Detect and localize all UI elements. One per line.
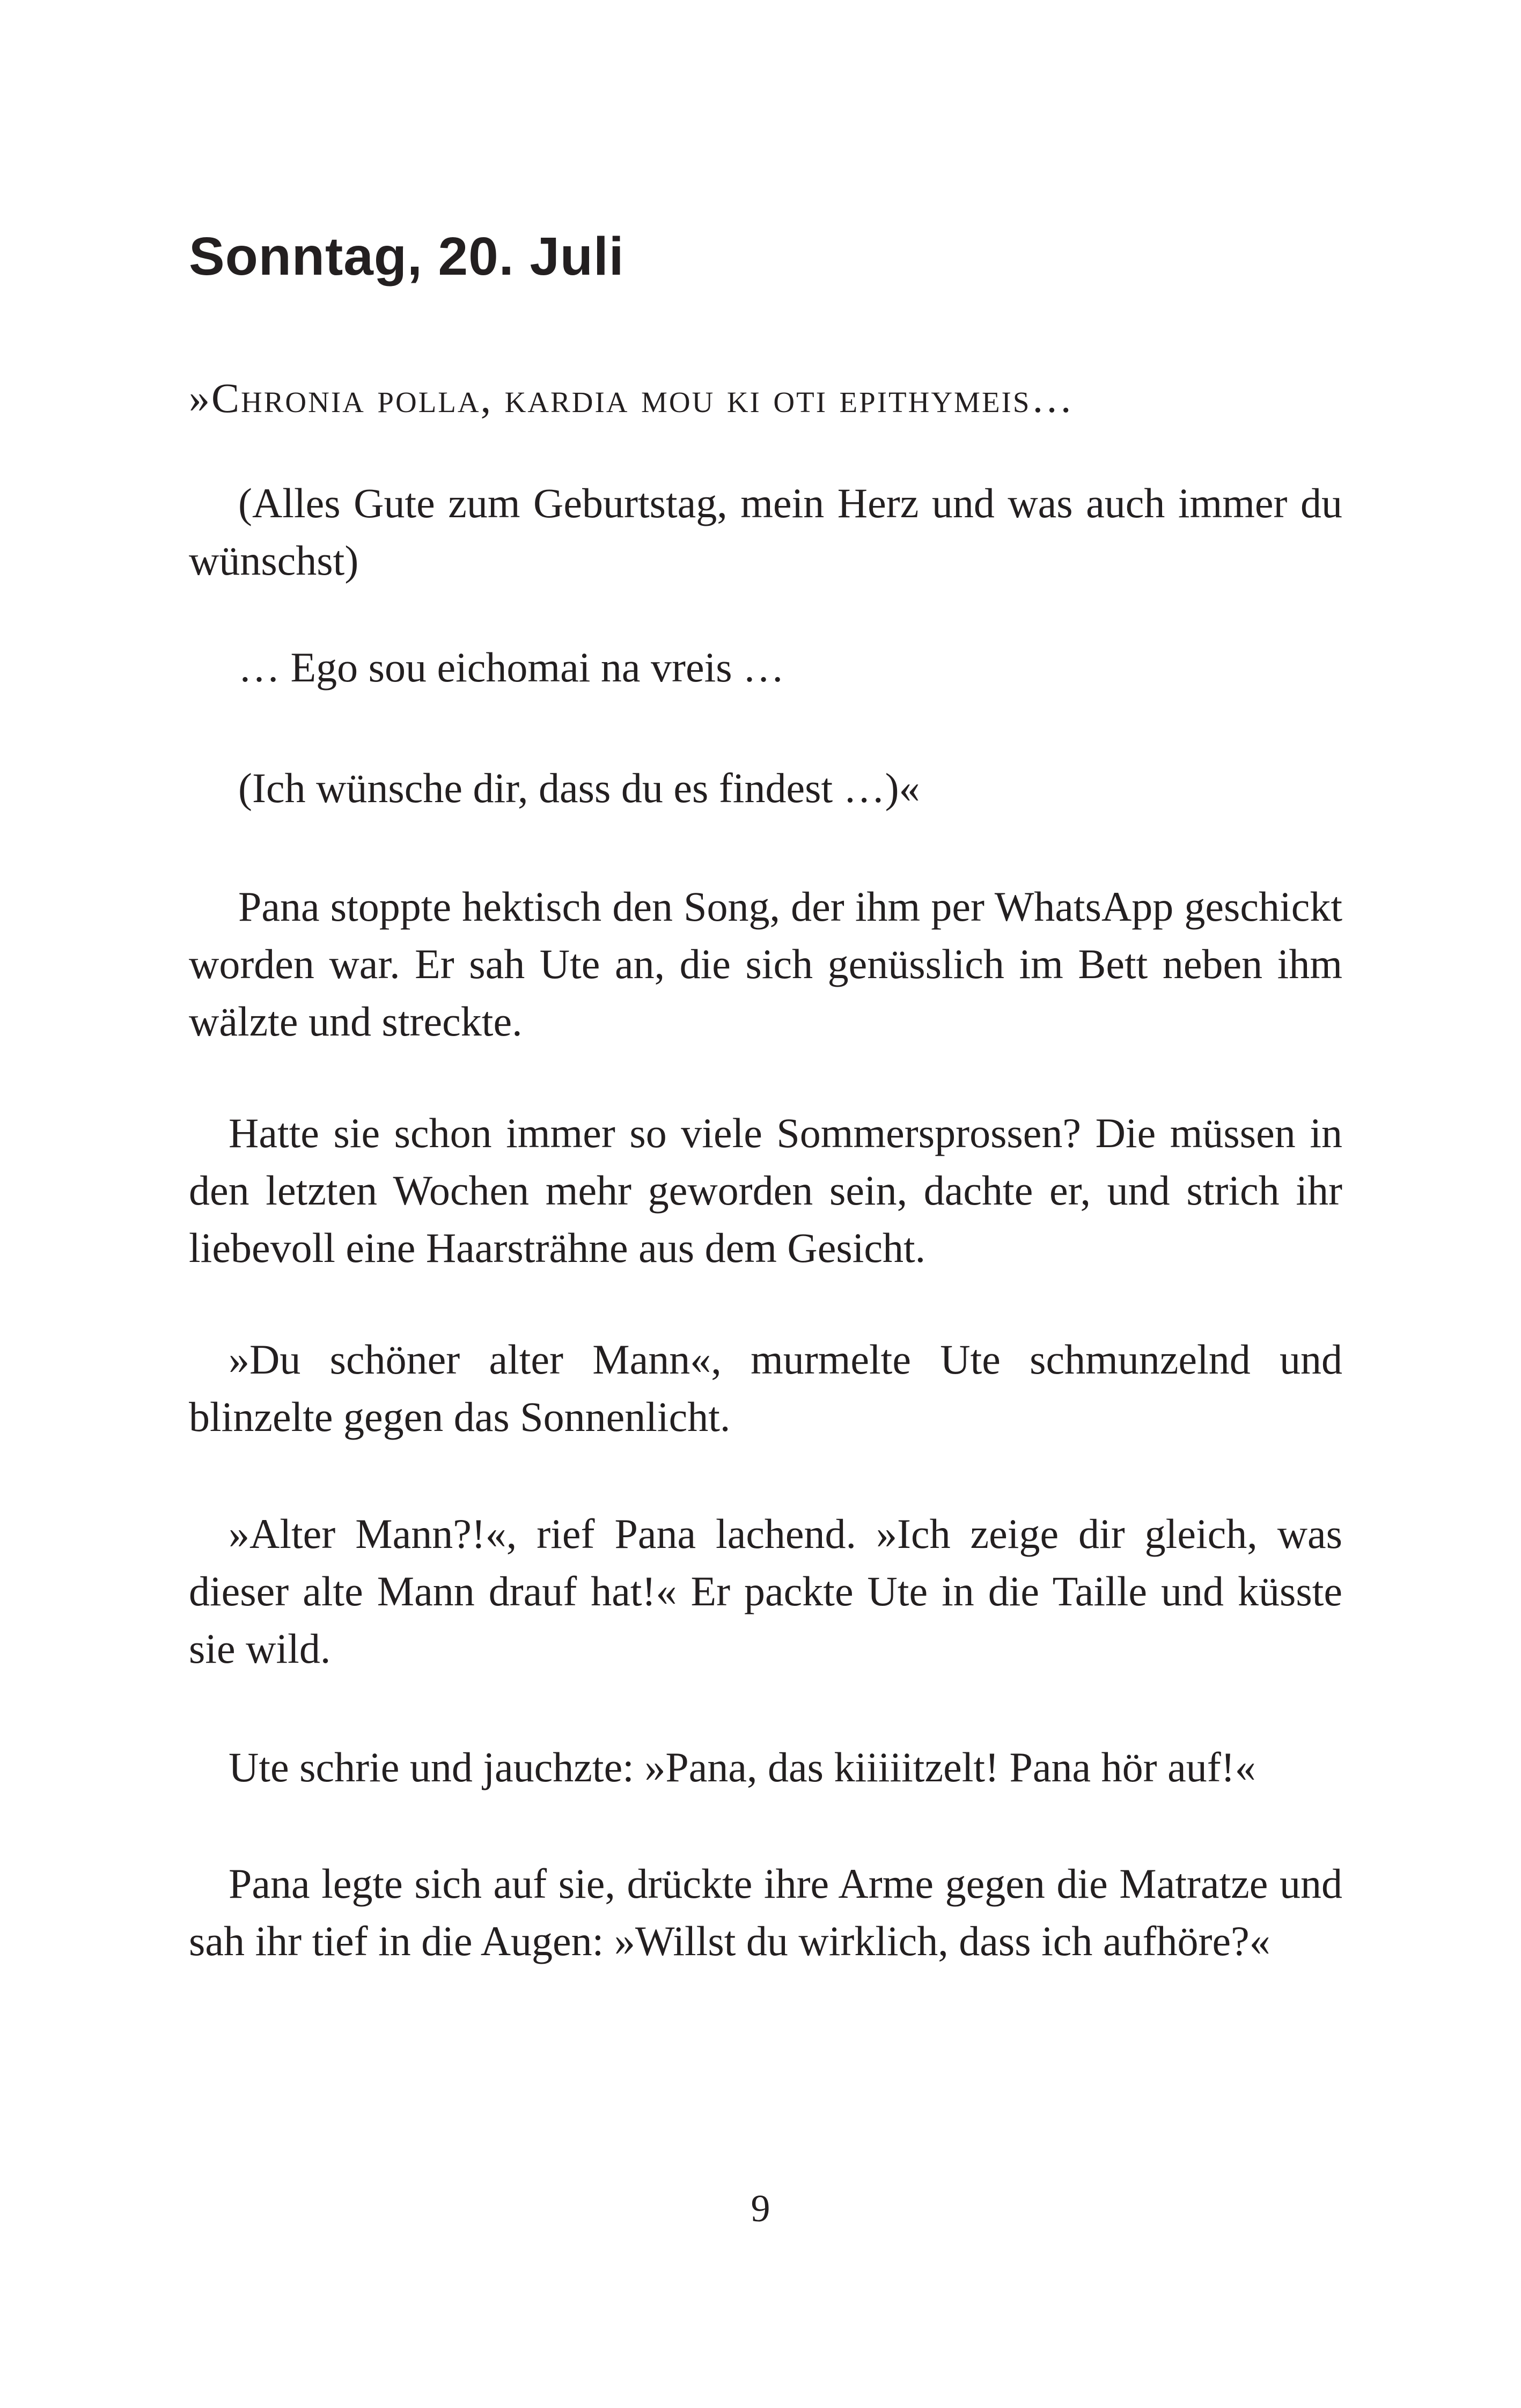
- chapter-title: Sonntag, 20. Juli: [189, 226, 624, 287]
- body-paragraph: Pana legte sich auf sie, drückte ihre Arme gegen die Matratze und sah ihr tief in die Augen: »Willst du wirklich, dass ich aufhöre?«: [189, 1860, 1342, 1964]
- body-paragraph: »Alter Mann?!«, rief Pana lachend. »Ich zeige dir gleich, was dieser alte Mann drauf hat!« Er packte Ute in die Taille und küsste sie wild.: [189, 1510, 1342, 1672]
- lyric-translation-1: (Alles Gute zum Geburtstag, mein Herz und was auch immer du wünschst): [189, 480, 1342, 584]
- body-paragraph: Ute schrie und jauchzte: »Pana, das kiiiiitzelt! Pana hör auf!«: [229, 1744, 1256, 1790]
- body-paragraph: »Du schöner alter Mann«, murmelte Ute schmunzelnd und blinzelte gegen das Sonnenlicht.: [189, 1336, 1342, 1440]
- lyric-translation-2: (Ich wünsche dir, dass du es findest …)«: [238, 765, 920, 811]
- body-paragraph: Pana stoppte hektisch den Song, der ihm per WhatsApp geschickt worden war. Er sah Ute an, die sich genüsslich im Bett neben ihm wälzte und streckte.: [189, 883, 1342, 1045]
- page-number: 9: [751, 2187, 770, 2230]
- song-lyric-line-2: … Ego sou eichomai na vreis …: [238, 644, 785, 691]
- song-lyric-line-1: »Chronia polla, kardia mou ki oti epithymeis…: [189, 375, 1075, 421]
- body-paragraph: Hatte sie schon immer so viele Sommersprossen? Die müssen in den letzten Wochen mehr geworden sein, dachte er, und strich ihr liebevoll eine Haarsträhne aus dem Gesicht.: [189, 1110, 1342, 1271]
